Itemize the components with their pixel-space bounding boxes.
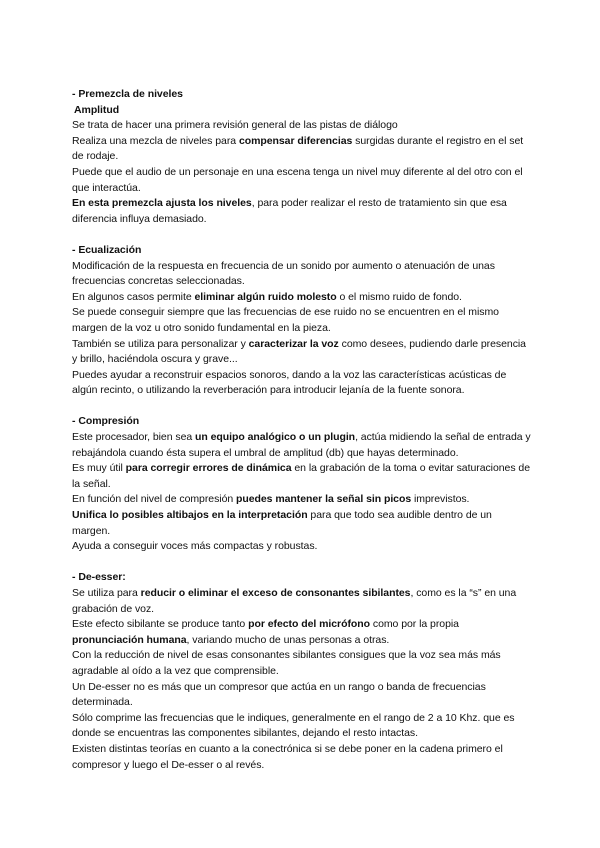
paragraph bbox=[72, 648, 532, 679]
text-run: Un De-esser no es más que un compresor que actúa en un rango o banda de frecuencias determinada. bbox=[72, 680, 486, 709]
paragraph bbox=[72, 337, 532, 368]
text-run: , como es la “s” en una grabación de voz. bbox=[72, 587, 517, 615]
section-heading: - De-esser: bbox=[72, 571, 126, 584]
text-run: Con la reducción de nivel de esas consonantes sibilantes consigues que la voz sea más más agradable al oído a la vez que comprensible. bbox=[72, 649, 501, 677]
paragraph bbox=[72, 711, 532, 742]
text-run: Puedes ayudar a reconstruir espacios sonoros, dando a la voz las características acústicas de algún recinto, o utilizando la reverberación para introducir lejanía de la fuente sonora. bbox=[72, 368, 507, 397]
text-run: para que todo sea audible dentro de un margen. bbox=[72, 509, 492, 537]
bold-text: pronunciación humana bbox=[72, 633, 187, 646]
text-run: Existen distintas teorías en cuanto a la conectrónica si se debe poner en la cadena primero el compresor y luego el De-esser o al revés. bbox=[72, 742, 503, 771]
text-run: Modificación de la respuesta en frecuencia de un sonido por aumento o atenuación de unas frecuencias concretas seleccionadas. bbox=[72, 259, 495, 288]
text-run: Se trata de hacer una primera revisión general de las pistas de diálogo bbox=[72, 119, 398, 132]
text-run: Se puede conseguir siempre que las frecuencias de ese ruido no se encuentren en el mismo margen de la voz u otro sonido fundamental en la pieza. bbox=[72, 306, 499, 334]
paragraph bbox=[72, 461, 532, 492]
text-run: , para poder realizar el resto de tratamiento sin que esa diferencia influya demasiado. bbox=[72, 197, 507, 225]
text-run: Este procesador, bien sea bbox=[72, 431, 196, 444]
text-run: Sólo comprime las frecuencias que le indiques, generalmente en el rango de 2 a 10 Khz. que es donde se encuentras las componentes sibilantes, dejando el resto intactas. bbox=[72, 711, 515, 740]
text-run: Se utiliza para bbox=[72, 587, 141, 599]
paragraph bbox=[72, 290, 532, 306]
text-run: Es muy útil bbox=[72, 462, 126, 475]
paragraph bbox=[72, 259, 532, 290]
text-run: Puede que el audio de un personaje en una escena tenga un nivel muy diferente al del otro con el que interactúa. bbox=[72, 165, 523, 194]
text-run: En algunos casos permite bbox=[72, 290, 195, 303]
section-heading: - Compresión bbox=[72, 415, 140, 428]
text-run: En función del nivel de compresión bbox=[72, 493, 237, 506]
section bbox=[72, 570, 532, 773]
bold-text: un equipo analógico o un plugin bbox=[195, 431, 356, 444]
bold-text: para corregir errores de dinámica bbox=[125, 462, 292, 475]
paragraph bbox=[72, 586, 532, 617]
paragraph bbox=[72, 165, 532, 196]
section-heading: - Premezcla de niveles bbox=[72, 88, 183, 100]
text-run: como por la propia bbox=[370, 618, 459, 631]
text-run: También se utiliza para personalizar y bbox=[72, 337, 249, 350]
paragraph bbox=[72, 680, 532, 711]
section bbox=[72, 243, 532, 399]
paragraph bbox=[72, 305, 532, 336]
paragraph bbox=[72, 430, 532, 461]
section bbox=[72, 87, 532, 227]
paragraph bbox=[72, 118, 532, 134]
section bbox=[72, 414, 532, 554]
text-run: Este efecto sibilante se produce tanto bbox=[72, 618, 249, 631]
text-run: , variando mucho de unas personas a otras. bbox=[186, 633, 390, 646]
bold-text: En esta premezcla ajusta los niveles bbox=[72, 197, 252, 210]
paragraph bbox=[72, 196, 532, 227]
text-run: Realiza una mezcla de niveles para bbox=[72, 134, 239, 147]
section-subheading: Amplitud bbox=[74, 103, 120, 116]
bold-text: caracterizar la voz bbox=[248, 337, 339, 350]
paragraph bbox=[72, 134, 532, 165]
paragraph bbox=[72, 742, 532, 773]
bold-text: por efecto del micrófono bbox=[248, 618, 370, 631]
section-heading: - Ecualización bbox=[72, 243, 142, 256]
text-run: Ayuda a conseguir voces más compactas y robustas. bbox=[72, 540, 318, 553]
text-run: surgidas durante el registro en el set de rodaje. bbox=[72, 134, 524, 163]
bold-text: reducir o eliminar el exceso de consonantes sibilantes bbox=[140, 587, 411, 599]
bold-text: puedes mantener la señal sin picos bbox=[236, 493, 412, 506]
paragraph bbox=[72, 368, 532, 399]
document-body bbox=[72, 87, 532, 789]
paragraph bbox=[72, 492, 532, 508]
text-run: , actúa midiendo la señal de entrada y rebajándola cuando ésta supera el umbral de amplitud (db) que hayas determinado. bbox=[72, 431, 531, 459]
text-run: o el mismo ruido de fondo. bbox=[336, 290, 462, 303]
text-run: como desees, pudiendo darle presencia y brillo, haciéndola oscura y grave... bbox=[72, 337, 526, 366]
bold-text: compensar diferencias bbox=[238, 134, 353, 147]
paragraph bbox=[72, 617, 532, 648]
text-run: en la grabación de la toma o evitar saturaciones de la señal. bbox=[72, 462, 530, 490]
text-run: imprevistos. bbox=[411, 493, 470, 506]
bold-text: Unifica lo posibles altibajos en la interpretación bbox=[72, 509, 308, 522]
bold-text: eliminar algún ruido molesto bbox=[194, 290, 337, 303]
paragraph bbox=[72, 508, 532, 539]
paragraph bbox=[72, 539, 532, 555]
